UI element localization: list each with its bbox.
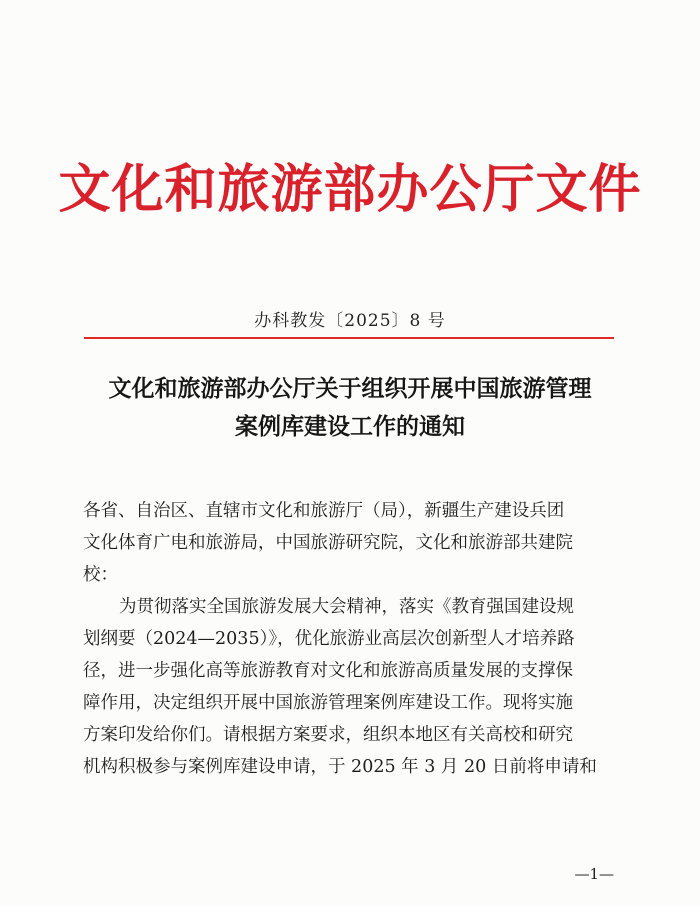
recipients-block <box>83 495 623 591</box>
paragraph-line-5: 方案印发给你们。请根据方案要求，组织本地区有关高校和研究 <box>83 725 573 745</box>
body-paragraph <box>83 591 623 783</box>
page-number: —1— <box>574 865 614 883</box>
paragraph-line-3: 径，进一步强化高等旅游教育对文化和旅游高质量发展的支撑保 <box>83 661 573 681</box>
recipients-line-3: 校： <box>83 565 118 585</box>
notice-title <box>60 370 640 446</box>
recipients-line-1: 各省、自治区、直辖市文化和旅游厅（局），新疆生产建设兵团 <box>83 501 565 521</box>
document-masthead: 文化和旅游部办公厅文件 <box>58 159 642 220</box>
document-number: 办科教发〔2025〕8 号 <box>254 311 446 331</box>
notice-title-line-1: 文化和旅游部办公厅关于组织开展中国旅游管理 <box>108 375 592 402</box>
paragraph-line-6: 机构积极参与案例库建设申请，于 2025 年 3 月 20 日前将申请和 <box>83 757 597 777</box>
red-divider-line <box>84 337 614 339</box>
paragraph-line-1: 为贯彻落实全国旅游发展大会精神，落实《教育强国建设规 <box>119 597 574 617</box>
notice-title-line-2: 案例库建设工作的通知 <box>235 413 465 440</box>
paragraph-line-2: 划纲要（2024—2035）》，优化旅游业高层次创新型人才培养路 <box>83 629 575 649</box>
paragraph-line-4: 障作用，决定组织开展中国旅游管理案例库建设工作。现将实施 <box>83 693 573 713</box>
recipients-line-2: 文化体育广电和旅游局，中国旅游研究院，文化和旅游部共建院 <box>83 533 573 553</box>
